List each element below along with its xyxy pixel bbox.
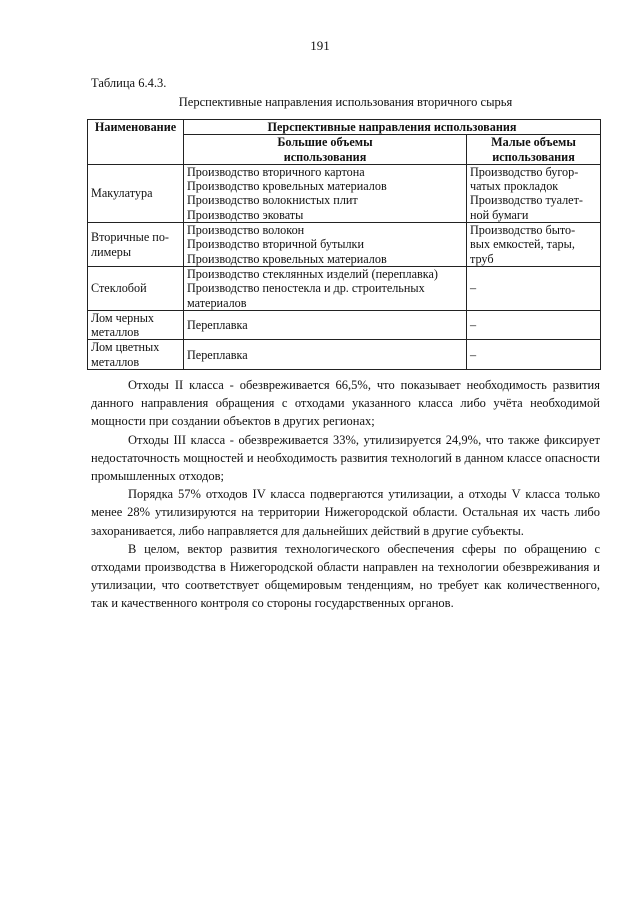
row-name-line: металлов [91, 354, 140, 369]
row-large [184, 223, 467, 267]
row-name-line: Лом черных [91, 310, 155, 325]
row-small [467, 310, 601, 340]
table-row [88, 340, 601, 370]
table-row [88, 223, 601, 267]
row-large-line: Производство эковаты [187, 207, 304, 222]
row-small-line: вых емкостей, тары, [470, 237, 575, 252]
row-small-line: – [470, 347, 477, 362]
row-large-line: Производство волокнистых плит [187, 193, 358, 208]
paragraph: Порядка 57% отходов IV класса подвергаются утилизации, а отходы V класса только менее 28% утилизируются на территории Нижегородской области. Остальная их часть либо захоранивается, либо направляется для дальнейших действий в другие субъекты. [91, 487, 600, 538]
row-name-line: Лом цветных [91, 340, 160, 355]
paragraph: Отходы II класса - обезвреживается 66,5%, что показывает необходимость развития данного направления обращения с отходами указанного класса либо учёта необходимой мощности при создании объектов в других регионах; [91, 378, 600, 429]
row-small-line: чатых прокладок [470, 179, 559, 194]
body-text [91, 376, 600, 613]
row-large-line: Производство стеклянных изделий (переплавка) [187, 266, 438, 281]
header-small-line: Малые объемы [491, 135, 576, 150]
row-small-line: Производство бугор- [470, 164, 579, 179]
row-large-line: материалов [187, 295, 247, 310]
row-small [467, 223, 601, 267]
row-small [467, 266, 601, 310]
table-title: Перспективные направления использования вторичного сырья [178, 95, 513, 109]
row-name [88, 164, 184, 222]
row-name [88, 310, 184, 340]
row-name-line: металлов [91, 325, 140, 340]
row-large-line: Переплавка [187, 347, 248, 362]
table-row [88, 266, 601, 310]
table-header-row [88, 120, 601, 135]
header-name: Наименование [88, 120, 184, 165]
row-large-line: Производство волокон [187, 223, 305, 238]
row-name-line: лимеры [91, 244, 132, 259]
row-small-line: Производство быто- [470, 223, 576, 238]
row-name-line: Вторичные по- [91, 230, 169, 245]
row-small-line: Производство туалет- [470, 193, 583, 208]
row-large [184, 266, 467, 310]
paragraph: В целом, вектор развития технологического обеспечения сферы по обращению с отходами производства в Нижегородской области направлен на технологии обезвреживания и утилизации, что соответствует общемировым тенденциям, но требует как количественного, так и качественного контроля со стороны государственных органов. [91, 541, 600, 611]
row-large-line: Производство вторичного картона [187, 164, 365, 179]
row-small [467, 164, 601, 222]
waste-usage-table [87, 119, 601, 370]
row-large-line: Переплавка [187, 318, 248, 332]
row-large [184, 164, 467, 222]
row-small-line: труб [470, 251, 494, 266]
header-large-line: Большие объемы [277, 135, 373, 150]
header-group: Перспективные направления использования [184, 120, 601, 135]
row-large-line: Производство кровельных материалов [187, 179, 387, 194]
row-name-line: Стеклобой [91, 281, 147, 296]
row-small-line: – [470, 318, 477, 332]
row-name [88, 266, 184, 310]
row-large-line: Производство пеностекла и др. строительных [187, 281, 425, 296]
header-small [467, 135, 601, 165]
row-small-line: ной бумаги [470, 207, 529, 222]
row-name [88, 340, 184, 370]
row-large [184, 310, 467, 340]
table-label: Таблица 6.4.3. [91, 76, 167, 90]
row-name [88, 223, 184, 267]
table-row [88, 164, 601, 222]
row-name-line: Макулатура [91, 186, 153, 201]
row-large-line: Производство вторичной бутылки [187, 237, 364, 252]
row-large-line: Производство кровельных материалов [187, 251, 387, 266]
header-large-line: использования [283, 149, 367, 164]
paragraph: Отходы III класса - обезвреживается 33%, утилизируется 24,9%, что также фиксирует недостаточность мощностей и необходимость развития технологий в данном классе опасности промышленных отходов; [91, 432, 600, 484]
table-row [88, 310, 601, 340]
row-small-line: – [470, 281, 477, 296]
row-small [467, 340, 601, 370]
row-large [184, 340, 467, 370]
header-small-line: использования [492, 149, 575, 164]
page-number: 191 [310, 38, 330, 53]
header-large [184, 135, 467, 165]
